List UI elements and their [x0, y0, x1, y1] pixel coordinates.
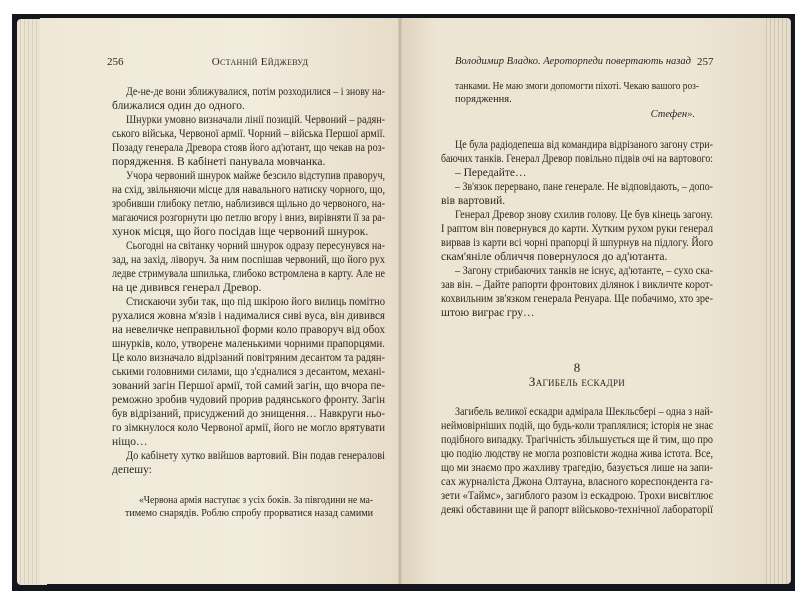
text-line-content: зад, на захід, ліворуч. За ним поспішав червоний, що його рух	[112, 254, 385, 266]
text-line-content: реможно зробив чудовий прорив радянського фронту. Загін	[112, 394, 385, 406]
text-line-content: – Загону стрибаючих танків не існує, ад'ютанте, – сухо ска-	[455, 265, 713, 277]
text-line	[125, 494, 373, 507]
text-line-content: Це була радіодепеша від командира відрізаного загону стри-	[455, 139, 713, 151]
text-line-content: порядження.	[455, 94, 512, 105]
text-line-content: на схід, звільняючи місце для навального натиску чорного, що,	[112, 184, 385, 196]
text-line	[112, 337, 385, 351]
text-line-content: Де-не-де вони зближувалися, потім розходилися – і знову на-	[126, 86, 385, 98]
text-line	[441, 222, 713, 236]
text-line	[112, 463, 385, 477]
text-line-content: сах журналіста Джона Олтауна, власного кореспондента га-	[441, 476, 713, 488]
chapter-body-text	[441, 405, 713, 517]
text-line-content: зав він. – Дайте рапорти фронтових ділянок і викличте корот-	[441, 279, 713, 291]
text-line-content: був відрізаний, присуджений до знищення… Навкруги ньо-	[112, 408, 385, 420]
text-line	[441, 306, 713, 320]
text-line-content: цю подію людству не могла розповісти жодна жива істота. Все,	[441, 448, 713, 460]
text-line-content: Шнурки умовно визначали лінії позицій. Червоний – радян-	[126, 114, 385, 126]
text-line-content: вирвав із карти всі чорні прапорці й шпурнув на підлогу. Його	[441, 237, 713, 249]
text-line-content: – Зв'язок перервано, пане генерале. Не відповідають, – допо-	[455, 181, 713, 193]
text-line	[441, 152, 713, 166]
text-line-content: кохвильним зв'язком генерала Ренуара. Ще побачимо, хто зре-	[441, 293, 713, 305]
text-line	[112, 141, 385, 155]
left-page-number: 256	[107, 56, 124, 68]
text-line	[112, 449, 385, 463]
text-line-content: Сьогодні на світанку чорний шнурок одразу пересунувся на-	[126, 240, 385, 252]
text-line-content: зробивши глибоку петлю, наблизився щільно до червоного, на-	[112, 198, 385, 210]
dispatch-signature: Стефен».	[650, 109, 695, 120]
text-line-content: магаючися розгорнути цю петлю вгору і вниз, вирівняти її за ра-	[112, 212, 385, 224]
chapter-number: 8	[573, 360, 581, 375]
text-line-content: деякі обставини ще й рапорт військово-технічної лабораторії	[441, 504, 713, 516]
text-line	[455, 93, 699, 106]
text-line	[441, 475, 713, 489]
text-line	[441, 503, 713, 517]
text-line	[112, 239, 385, 253]
text-line-content: шнурків, коло, утворене маленькими чорними прапорцями.	[112, 338, 385, 350]
text-line-content: хунок місця, що його посідав іще червоний шнурок.	[112, 226, 369, 238]
text-line-content: подібного випадку. Трагічність збільшується ще й тим, що про	[441, 434, 713, 446]
text-line	[441, 194, 713, 208]
text-line-content: скам'яніле обличчя повернулося до ад'ютанта.	[441, 251, 668, 263]
text-line	[441, 461, 713, 475]
text-line	[441, 138, 713, 152]
text-line-content: – Передайте…	[455, 167, 527, 179]
text-line-content: Генерал Древор знову схилив голову. Це був кінець загону.	[455, 209, 713, 221]
text-line	[441, 180, 713, 194]
left-dispatch-quote	[125, 494, 373, 520]
text-line-content: рухалися жовна м'язів і надималися сиві вуса, він дивився	[112, 310, 385, 322]
text-line-content: неймовірніших подій, що будь-коли траплялися; історія не знає	[441, 420, 713, 432]
text-line	[112, 253, 385, 267]
text-line	[112, 225, 385, 239]
page-edges-right	[763, 18, 791, 584]
text-line	[441, 250, 713, 264]
text-line-content: штою виграє гру…	[441, 307, 535, 319]
right-running-title: Володимир Владко. Аероторпеди повертають назад	[455, 56, 691, 67]
text-line-content: на це дивився генерал Древор.	[112, 282, 262, 294]
text-line	[441, 264, 713, 278]
text-line	[441, 419, 713, 433]
text-line-content: Загибель великої ескадри адмірала Шекльсбері – одна з най-	[455, 406, 713, 418]
text-line	[112, 127, 385, 141]
chapter-title: Загибель ескадри	[528, 374, 626, 389]
text-line	[112, 267, 385, 281]
text-line-content: ськими головними силами, що з'єдналися з десантом, механі-	[112, 366, 385, 378]
text-line	[112, 295, 385, 309]
text-line-content: ледве стримувала шпилька, глибоко встромлена в карту. Але не	[112, 268, 385, 280]
text-line	[112, 351, 385, 365]
text-line	[441, 489, 713, 503]
text-line-content: ського війська, Червоної армії. Чорний – війська Першої армії.	[112, 128, 385, 140]
text-line-content: Це коло визначало відрізаний повітряним десантом та радян-	[112, 352, 385, 364]
text-line-content: Учора червоний шнурок майже безсило відступив праворуч,	[126, 170, 385, 182]
text-line-content: го зімкнулося коло Червоної армії, його не могло врятувати	[112, 422, 385, 434]
text-line	[441, 208, 713, 222]
text-line-content: баючих танків. Генерал Древор повільно підвів очі на вартового:	[441, 153, 713, 165]
text-line	[112, 393, 385, 407]
text-line	[112, 113, 385, 127]
text-line	[112, 323, 385, 337]
text-line	[112, 183, 385, 197]
text-line-content: ніщо…	[112, 436, 148, 448]
text-line-content: І раптом він повернувся до карти. Хутким рухом руки генерал	[441, 223, 713, 235]
text-line-content: що ми знаємо про жахливу трагедію, базується лише на запи-	[441, 462, 713, 474]
text-line-content: зети «Таймс», загиблого разом із ескадрою. Трохи висвітлює	[441, 490, 713, 502]
text-line	[112, 211, 385, 225]
text-line	[112, 281, 385, 295]
text-line	[112, 365, 385, 379]
text-line	[112, 309, 385, 323]
text-line	[112, 85, 385, 99]
text-line	[112, 197, 385, 211]
left-running-title: Останній Ейджевуд	[211, 56, 309, 68]
right-dispatch-quote	[455, 80, 699, 106]
left-body-text	[112, 85, 385, 477]
text-line-content: танками. Не маю змоги допомогти піхоті. Чекаю вашого роз-	[455, 81, 699, 92]
text-line	[112, 435, 385, 449]
text-line	[441, 236, 713, 250]
text-line	[112, 169, 385, 183]
text-line-content: «Червона армія наступає з усіх боків. За півгодини не ма-	[139, 495, 373, 506]
text-line	[441, 278, 713, 292]
text-line-content: тимемо снарядів. Роблю спробу прорватися назад самими	[125, 508, 373, 519]
text-line-content: До кабінету хутко ввійшов вартовий. Він подав генералові	[126, 450, 385, 462]
text-line	[112, 407, 385, 421]
text-line-content: вів вартовий.	[441, 195, 506, 207]
text-line	[112, 155, 385, 169]
text-line-content: Стискаючи зуби так, що під шкірою його вилиць помітно	[126, 296, 385, 308]
text-line-content: ближалися один до одного.	[112, 100, 245, 112]
text-line	[441, 405, 713, 419]
right-page-number: 257	[697, 56, 714, 68]
text-line-content: порядження. В кабінеті панувала мовчанка.	[112, 156, 326, 168]
text-line	[441, 447, 713, 461]
text-line	[112, 99, 385, 113]
right-body-text	[441, 138, 713, 320]
text-line	[112, 379, 385, 393]
text-line	[112, 421, 385, 435]
text-line	[441, 292, 713, 306]
text-line-content: Позаду генерала Древора стояв його ад'ютант, що чекав на роз-	[112, 142, 385, 154]
text-line-content: зований загін Першої армії, той самий загін, що вчора пе-	[112, 380, 385, 392]
text-line	[441, 166, 713, 180]
text-line	[125, 507, 373, 520]
text-line-content: на невеличке неправильної форми коло праворуч від обох	[112, 324, 385, 336]
text-line	[441, 433, 713, 447]
text-line	[455, 80, 699, 93]
text-line-content: депешу:	[112, 464, 152, 476]
